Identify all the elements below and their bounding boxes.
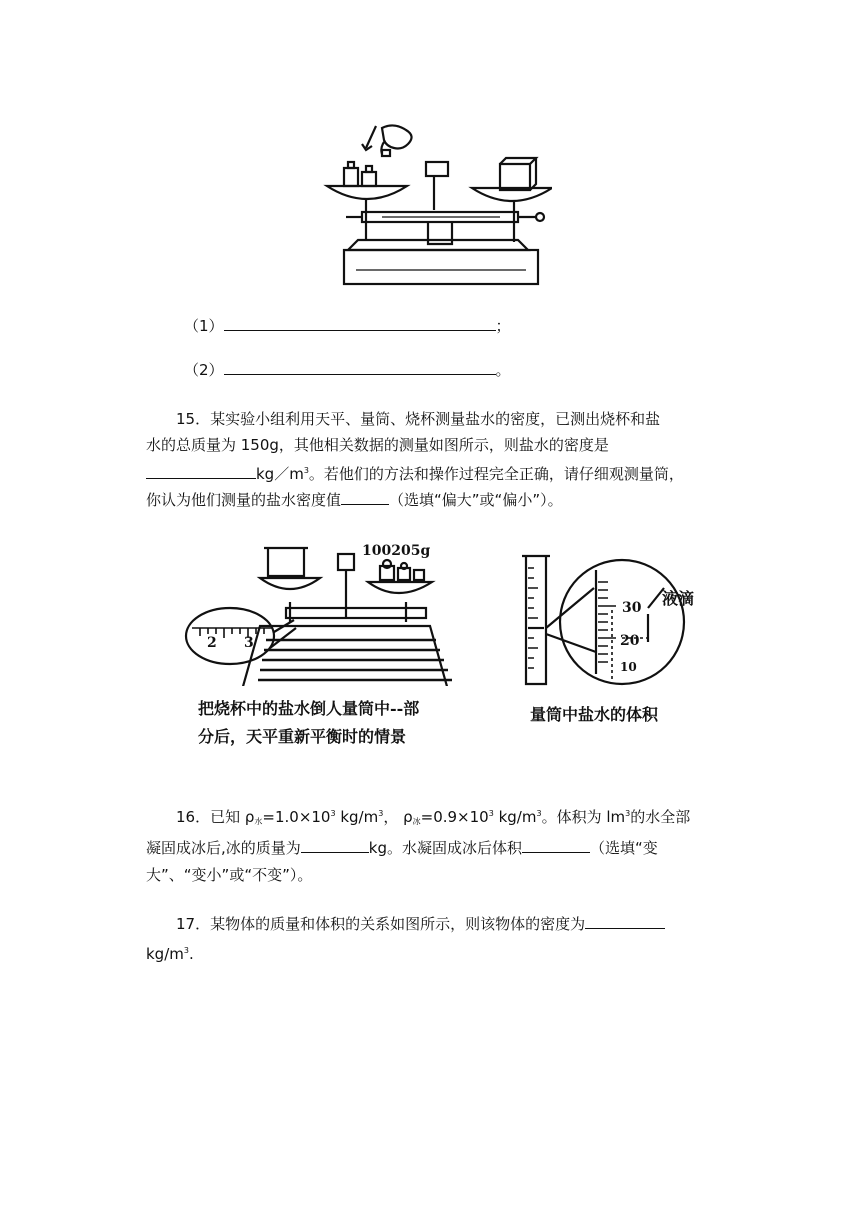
q14-item-2: （2） 。: [184, 358, 511, 381]
cylinder-figure: [518, 548, 718, 688]
q14-answer-blank-2[interactable]: [224, 358, 496, 375]
q15-density-blank[interactable]: [146, 462, 256, 479]
fig15-weight-label: 100205g: [362, 543, 431, 559]
q16-line-1: 16．已知 $\rho_水=1.0\times 10^3$ $kg/m^3$， $\rho_冰=0.9\times 10^3$ $kg/m^3$。体积为 $lm^3$的水全部: [176, 808, 691, 826]
q16-mass-blank[interactable]: [301, 836, 369, 853]
q14-item-1: （1） ；: [184, 314, 511, 337]
fig15-cylinder-tick-30: 30: [622, 600, 642, 616]
fig15-droplet-label: 液滴: [662, 589, 695, 608]
fig15-cylinder-tick-10: 10: [620, 660, 637, 674]
q15-line-4: 你认为他们测量的盐水密度值 （选填“偏大”或“偏小”）。: [146, 488, 563, 511]
fig15-scale-mark-3: 3: [244, 635, 254, 651]
q14-answer-blank-1[interactable]: [224, 314, 496, 331]
q15-bias-blank[interactable]: [341, 488, 389, 505]
q17-line-1: 17．某物体的质量和体积的关系如图所示，则该物体的密度为: [176, 912, 665, 935]
balance-hand-figure: [322, 120, 552, 288]
q16-volume-blank[interactable]: [522, 836, 590, 853]
q17-density-blank[interactable]: [585, 912, 665, 929]
q15-line-2: 水的总质量为 150g，其他相关数据的测量如图所示，则盐水的密度是: [146, 436, 609, 454]
q17-line-2: $kg/m^3$.: [146, 945, 194, 963]
fig15-scale-mark-2: 2: [207, 635, 217, 651]
q14-item-2-label: （2）: [184, 361, 224, 379]
q16-line-3: 大”、“变小”或“不变”）。: [146, 866, 313, 884]
q15-line-3: $kg/m^3$。若他们的方法和操作过程完全正确，请仔细观测量筒，: [146, 460, 684, 485]
fig15-right-caption: 量筒中盐水的体积: [530, 705, 659, 724]
balance-beaker-figure: [180, 536, 480, 686]
fig15-left-caption-1: 把烧杯中的盐水倒人量筒中--部: [198, 699, 420, 718]
fig15-left-caption-2: 分后，天平重新平衡时的情景: [198, 727, 407, 746]
q14-item-1-label: （1）: [184, 317, 224, 335]
q16-line-2: 凝固成冰后,冰的质量为 kg。水凝固成冰后体积 （选填“变: [146, 836, 658, 859]
fig15-cylinder-tick-20: 20: [620, 633, 640, 649]
q15-line-1: 15．某实验小组利用天平、量筒、烧杯测量盐水的密度，已测出烧杯和盐: [176, 410, 661, 428]
